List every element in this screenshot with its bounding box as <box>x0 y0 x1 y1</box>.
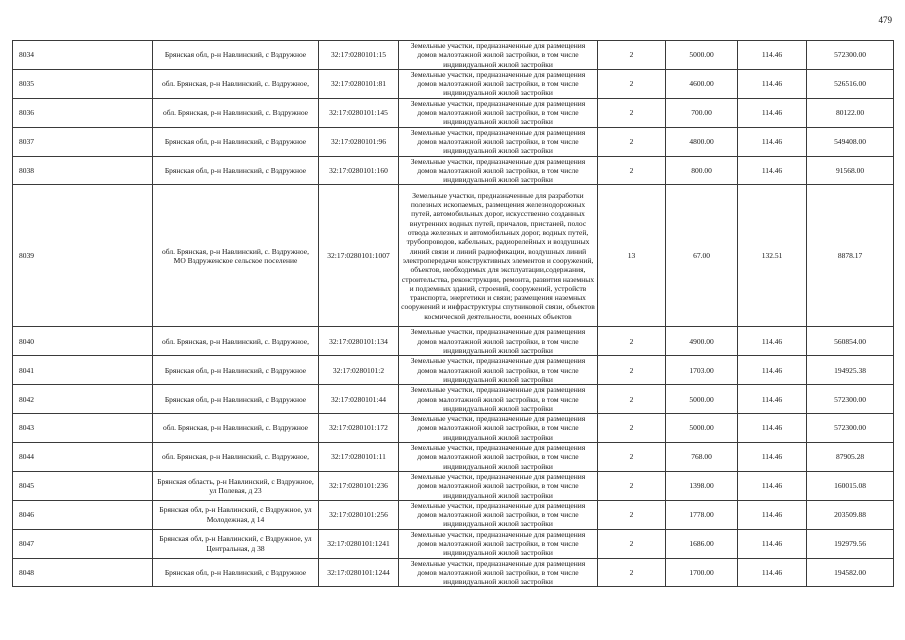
row-number: 8047 <box>13 529 153 558</box>
cadastral-number: 32:17:0280101:1241 <box>319 529 399 558</box>
cadastral-value: 194582.00 <box>807 558 894 587</box>
cadastral-number: 32:17:0280101:81 <box>319 69 399 98</box>
specific-value: 114.46 <box>738 500 807 529</box>
cadastral-value: 549408.00 <box>807 127 894 156</box>
cadastral-value: 192979.56 <box>807 529 894 558</box>
group-code: 2 <box>598 443 666 472</box>
group-code: 2 <box>598 156 666 185</box>
address: Брянская обл, р-н Навлинский, с Вздружное <box>153 558 319 587</box>
cadastral-value: 526516.00 <box>807 69 894 98</box>
group-code: 2 <box>598 327 666 356</box>
area: 5000.00 <box>666 414 738 443</box>
address: обл. Брянская, р-н Навлинский, с. Вздружное, <box>153 327 319 356</box>
specific-value: 114.46 <box>738 69 807 98</box>
group-code: 2 <box>598 98 666 127</box>
table-row <box>13 327 894 356</box>
address: Брянская обл, р-н Навлинский, с Вздружное <box>153 127 319 156</box>
specific-value: 114.46 <box>738 414 807 443</box>
specific-value: 114.46 <box>738 529 807 558</box>
cadastral-number: 32:17:0280101:1007 <box>319 185 399 327</box>
specific-value: 132.51 <box>738 185 807 327</box>
land-use-type: Земельные участки, предназначенные для размещения домов малоэтажной жилой застройки, в том числе индивидуальной жилой застройки <box>399 558 598 587</box>
address: Брянская обл, р-н Навлинский, с Вздружное <box>153 385 319 414</box>
area: 700.00 <box>666 98 738 127</box>
address: Брянская обл, р-н Навлинский, с Вздружное, ул Молодежная, д 14 <box>153 500 319 529</box>
land-use-type: Земельные участки, предназначенные для размещения домов малоэтажной жилой застройки, в том числе индивидуальной жилой застройки <box>399 127 598 156</box>
cadastral-number: 32:17:0280101:2 <box>319 356 399 385</box>
specific-value: 114.46 <box>738 327 807 356</box>
group-code: 2 <box>598 558 666 587</box>
cadastral-number: 32:17:0280101:44 <box>319 385 399 414</box>
cadastral-value: 203509.88 <box>807 500 894 529</box>
address: Брянская обл, р-н Навлинский, с Вздружное, ул Центральная, д 38 <box>153 529 319 558</box>
row-number: 8034 <box>13 41 153 70</box>
group-code: 13 <box>598 185 666 327</box>
land-use-type: Земельные участки, предназначенные для размещения домов малоэтажной жилой застройки, в том числе индивидуальной жилой застройки <box>399 356 598 385</box>
land-use-type: Земельные участки, предназначенные для размещения домов малоэтажной жилой застройки, в том числе индивидуальной жилой застройки <box>399 69 598 98</box>
cadastral-number: 32:17:0280101:134 <box>319 327 399 356</box>
land-use-type: Земельные участки, предназначенные для размещения домов малоэтажной жилой застройки, в том числе индивидуальной жилой застройки <box>399 327 598 356</box>
cadastral-value: 194925.38 <box>807 356 894 385</box>
address: обл. Брянская, р-н Навлинский, с. Вздружное <box>153 98 319 127</box>
specific-value: 114.46 <box>738 356 807 385</box>
area: 5000.00 <box>666 41 738 70</box>
cadastral-number: 32:17:0280101:160 <box>319 156 399 185</box>
cadastral-value: 572300.00 <box>807 385 894 414</box>
cadastral-value: 91568.00 <box>807 156 894 185</box>
row-number: 8039 <box>13 185 153 327</box>
row-number: 8041 <box>13 356 153 385</box>
area: 1686.00 <box>666 529 738 558</box>
row-number: 8042 <box>13 385 153 414</box>
specific-value: 114.46 <box>738 127 807 156</box>
address: обл. Брянская, р-н Навлинский, с. Вздружное, <box>153 443 319 472</box>
area: 67.00 <box>666 185 738 327</box>
land-use-type: Земельные участки, предназначенные для размещения домов малоэтажной жилой застройки, в том числе индивидуальной жилой застройки <box>399 385 598 414</box>
table-row <box>13 41 894 70</box>
area: 4800.00 <box>666 127 738 156</box>
land-use-type: Земельные участки, предназначенные для размещения домов малоэтажной жилой застройки, в том числе индивидуальной жилой застройки <box>399 98 598 127</box>
land-use-type: Земельные участки, предназначенные для размещения домов малоэтажной жилой застройки, в том числе индивидуальной жилой застройки <box>399 500 598 529</box>
land-use-type: Земельные участки, предназначенные для размещения домов малоэтажной жилой застройки, в том числе индивидуальной жилой застройки <box>399 156 598 185</box>
table-row <box>13 185 894 327</box>
row-number: 8038 <box>13 156 153 185</box>
area: 5000.00 <box>666 385 738 414</box>
table-row <box>13 558 894 587</box>
row-number: 8046 <box>13 500 153 529</box>
address: обл. Брянская, р-н Навлинский, с. Вздружное, МО Вздруженское сельское поселение <box>153 185 319 327</box>
row-number: 8043 <box>13 414 153 443</box>
cadastral-value: 80122.00 <box>807 98 894 127</box>
land-use-type: Земельные участки, предназначенные для размещения домов малоэтажной жилой застройки, в том числе индивидуальной жилой застройки <box>399 414 598 443</box>
table-row <box>13 529 894 558</box>
cadastral-number: 32:17:0280101:11 <box>319 443 399 472</box>
specific-value: 114.46 <box>738 471 807 500</box>
area: 800.00 <box>666 156 738 185</box>
cadastral-number: 32:17:0280101:1244 <box>319 558 399 587</box>
table-row <box>13 500 894 529</box>
specific-value: 114.46 <box>738 385 807 414</box>
cadastral-value: 87905.28 <box>807 443 894 472</box>
cadastral-number: 32:17:0280101:256 <box>319 500 399 529</box>
cadastral-value: 572300.00 <box>807 414 894 443</box>
cadastral-value: 8878.17 <box>807 185 894 327</box>
address: Брянская обл, р-н Навлинский, с Вздружное <box>153 41 319 70</box>
row-number: 8035 <box>13 69 153 98</box>
group-code: 2 <box>598 127 666 156</box>
group-code: 2 <box>598 414 666 443</box>
area: 4900.00 <box>666 327 738 356</box>
specific-value: 114.46 <box>738 156 807 185</box>
row-number: 8048 <box>13 558 153 587</box>
group-code: 2 <box>598 41 666 70</box>
address: Брянская обл, р-н Навлинский, с Вздружное <box>153 356 319 385</box>
cadastral-number: 32:17:0280101:145 <box>319 98 399 127</box>
group-code: 2 <box>598 356 666 385</box>
table-row <box>13 156 894 185</box>
address: Брянская область, р-н Навлинский, с Вздружное, ул Полевая, д 23 <box>153 471 319 500</box>
page-number: 479 <box>878 15 892 25</box>
cadastral-number: 32:17:0280101:236 <box>319 471 399 500</box>
table-row <box>13 98 894 127</box>
area: 1703.00 <box>666 356 738 385</box>
land-use-type: Земельные участки, предназначенные для размещения домов малоэтажной жилой застройки, в том числе индивидуальной жилой застройки <box>399 443 598 472</box>
group-code: 2 <box>598 500 666 529</box>
row-number: 8037 <box>13 127 153 156</box>
area: 1778.00 <box>666 500 738 529</box>
table-row <box>13 69 894 98</box>
cadastral-value: 572300.00 <box>807 41 894 70</box>
cadastral-value: 560854.00 <box>807 327 894 356</box>
area: 1700.00 <box>666 558 738 587</box>
table-row <box>13 443 894 472</box>
row-number: 8045 <box>13 471 153 500</box>
table-row <box>13 414 894 443</box>
land-use-type: Земельные участки, предназначенные для разработки полезных ископаемых, размещения железнодорожных путей, автомобильных дорог, искусственно созданных внутренних водных путей, причалов, пристаней, полос отвода железных и автомобильных дорог, водных путей, трубопроводов, кабельных, радиорелейных и воздушных линий связи и линий радиофикации, воздушных линий электропередачи конструктивных элементов и сооружений, объектов, необходимых для эксплуатации,содержания, строительства, реконструкции, ремонта, развития наземных и подземных зданий, строений, сооружений, устройств транспорта, энергетики и связи; размещения наземных сооружений и инфраструктуры спутниковой связи, объектов космической деятельности, военных объектов <box>399 185 598 327</box>
table-row <box>13 385 894 414</box>
cadastral-number: 32:17:0280101:15 <box>319 41 399 70</box>
row-number: 8040 <box>13 327 153 356</box>
land-use-type: Земельные участки, предназначенные для размещения домов малоэтажной жилой застройки, в том числе индивидуальной жилой застройки <box>399 471 598 500</box>
cadastral-value: 160015.08 <box>807 471 894 500</box>
specific-value: 114.46 <box>738 41 807 70</box>
area: 1398.00 <box>666 471 738 500</box>
specific-value: 114.46 <box>738 443 807 472</box>
address: обл. Брянская, р-н Навлинский, с. Вздружное, <box>153 69 319 98</box>
group-code: 2 <box>598 69 666 98</box>
area: 4600.00 <box>666 69 738 98</box>
specific-value: 114.46 <box>738 558 807 587</box>
area: 768.00 <box>666 443 738 472</box>
specific-value: 114.46 <box>738 98 807 127</box>
cadastral-number: 32:17:0280101:172 <box>319 414 399 443</box>
land-use-type: Земельные участки, предназначенные для размещения домов малоэтажной жилой застройки, в том числе индивидуальной жилой застройки <box>399 41 598 70</box>
row-number: 8036 <box>13 98 153 127</box>
address: Брянская обл, р-н Навлинский, с Вздружное <box>153 156 319 185</box>
land-plot-table <box>12 40 894 587</box>
cadastral-number: 32:17:0280101:96 <box>319 127 399 156</box>
table-row <box>13 356 894 385</box>
group-code: 2 <box>598 471 666 500</box>
table-row <box>13 471 894 500</box>
group-code: 2 <box>598 529 666 558</box>
group-code: 2 <box>598 385 666 414</box>
table-row <box>13 127 894 156</box>
address: обл. Брянская, р-н Навлинский, с. Вздружное <box>153 414 319 443</box>
land-use-type: Земельные участки, предназначенные для размещения домов малоэтажной жилой застройки, в том числе индивидуальной жилой застройки <box>399 529 598 558</box>
row-number: 8044 <box>13 443 153 472</box>
